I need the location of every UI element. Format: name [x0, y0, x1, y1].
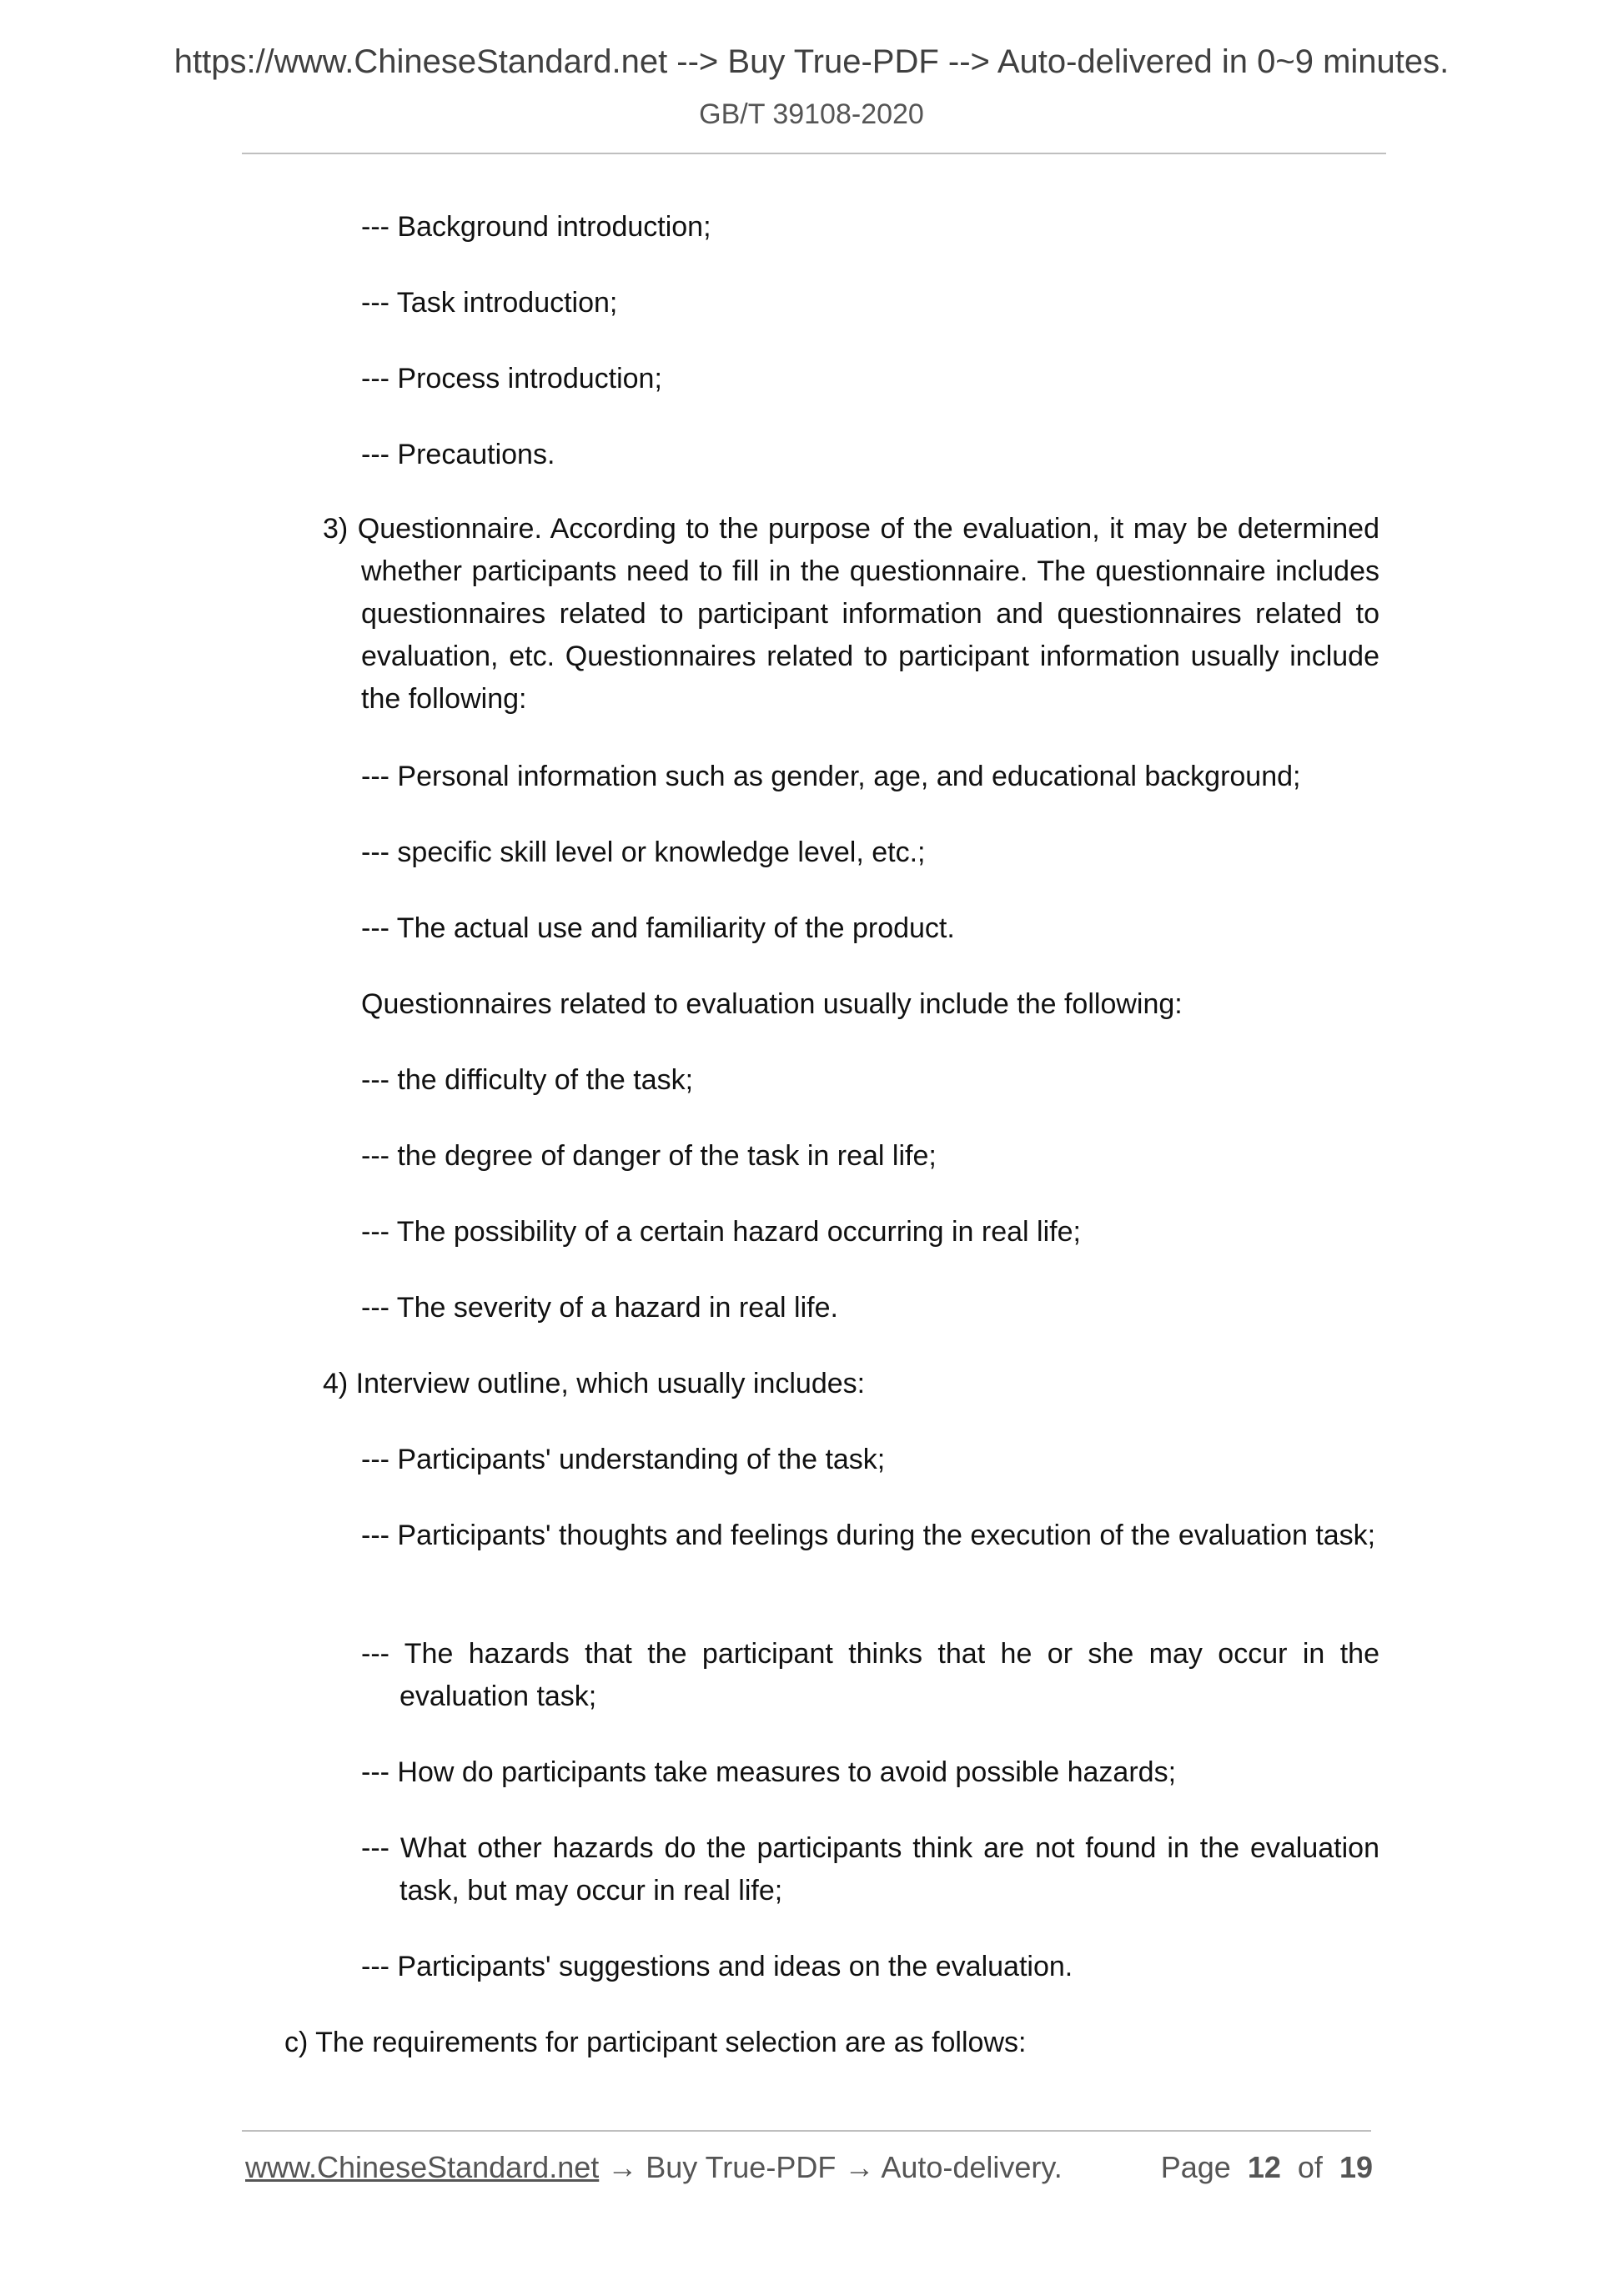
page-number: 12: [1247, 2150, 1281, 2184]
total-pages: 19: [1339, 2150, 1373, 2184]
interview-item-understanding: --- Participants' understanding of the task;: [361, 1444, 886, 1475]
participant-item-personal-info: --- Personal information such as gender, age, and educational background;: [361, 761, 1301, 792]
header-divider: [242, 153, 1386, 154]
page-word: Page: [1160, 2150, 1231, 2184]
page-indicator: [1161, 2150, 1373, 2185]
interview-item-hazards-occur: --- The hazards that the participant thinks that he or she may occur in the evaluation task;: [361, 1638, 1379, 1712]
intro-item-task: --- Task introduction;: [361, 287, 618, 319]
participant-item-skill-level: --- specific skill level or knowledge level, etc.;: [361, 837, 926, 868]
footer-left: [245, 2150, 1063, 2185]
intro-item-background: --- Background introduction;: [361, 211, 711, 243]
participant-item-familiarity: --- The actual use and familiarity of the product.: [361, 912, 955, 944]
evaluation-item-difficulty: --- the difficulty of the task;: [361, 1064, 694, 1096]
interview-item-avoid-measures: --- How do participants take measures to avoid possible hazards;: [361, 1756, 1177, 1788]
interview-item-other-hazards: --- What other hazards do the participants think are not found in the evaluation task, but may occur in real life;: [361, 1832, 1379, 1907]
of-word: of: [1297, 2150, 1323, 2184]
interview-item-thoughts-feelings: --- Participants' thoughts and feelings during the execution of the evaluation task;: [361, 1520, 1376, 1551]
footer-website-link[interactable]: www.ChineseStandard.net: [245, 2150, 600, 2184]
standard-number: GB/T 39108-2020: [699, 98, 924, 130]
interview-item-suggestions: --- Participants' suggestions and ideas on the evaluation.: [361, 1951, 1073, 1982]
interview-outline-heading: 4) Interview outline, which usually includes:: [323, 1368, 866, 1399]
intro-item-process: --- Process introduction;: [361, 363, 662, 394]
participant-selection-heading: c) The requirements for participant selection are as follows:: [284, 2027, 1027, 2058]
footer-delivery-text: → Buy True-PDF → Auto-delivery.: [599, 2150, 1063, 2184]
intro-item-precautions: --- Precautions.: [361, 439, 555, 470]
footer-divider: [242, 2130, 1371, 2132]
header-url-line: https://www.ChineseStandard.net --> Buy True-PDF --> Auto-delivered in 0~9 minutes.: [173, 43, 1450, 80]
evaluation-item-hazard-possibility: --- The possibility of a certain hazard occurring in real life;: [361, 1216, 1081, 1248]
evaluation-questionnaire-intro: Questionnaires related to evaluation usually include the following:: [361, 988, 1183, 1020]
evaluation-item-danger-degree: --- the degree of danger of the task in real life;: [361, 1140, 937, 1172]
questionnaire-paragraph: 3) Questionnaire. According to the purpose of the evaluation, it may be determined whether participants need to fill in the questionnaire. The questionnaire includes questionnaires related to participant information and questionnaires related to evaluation, etc. Questionnaires related to participant information usually include the following:: [323, 513, 1379, 715]
evaluation-item-hazard-severity: --- The severity of a hazard in real life.: [361, 1292, 838, 1324]
